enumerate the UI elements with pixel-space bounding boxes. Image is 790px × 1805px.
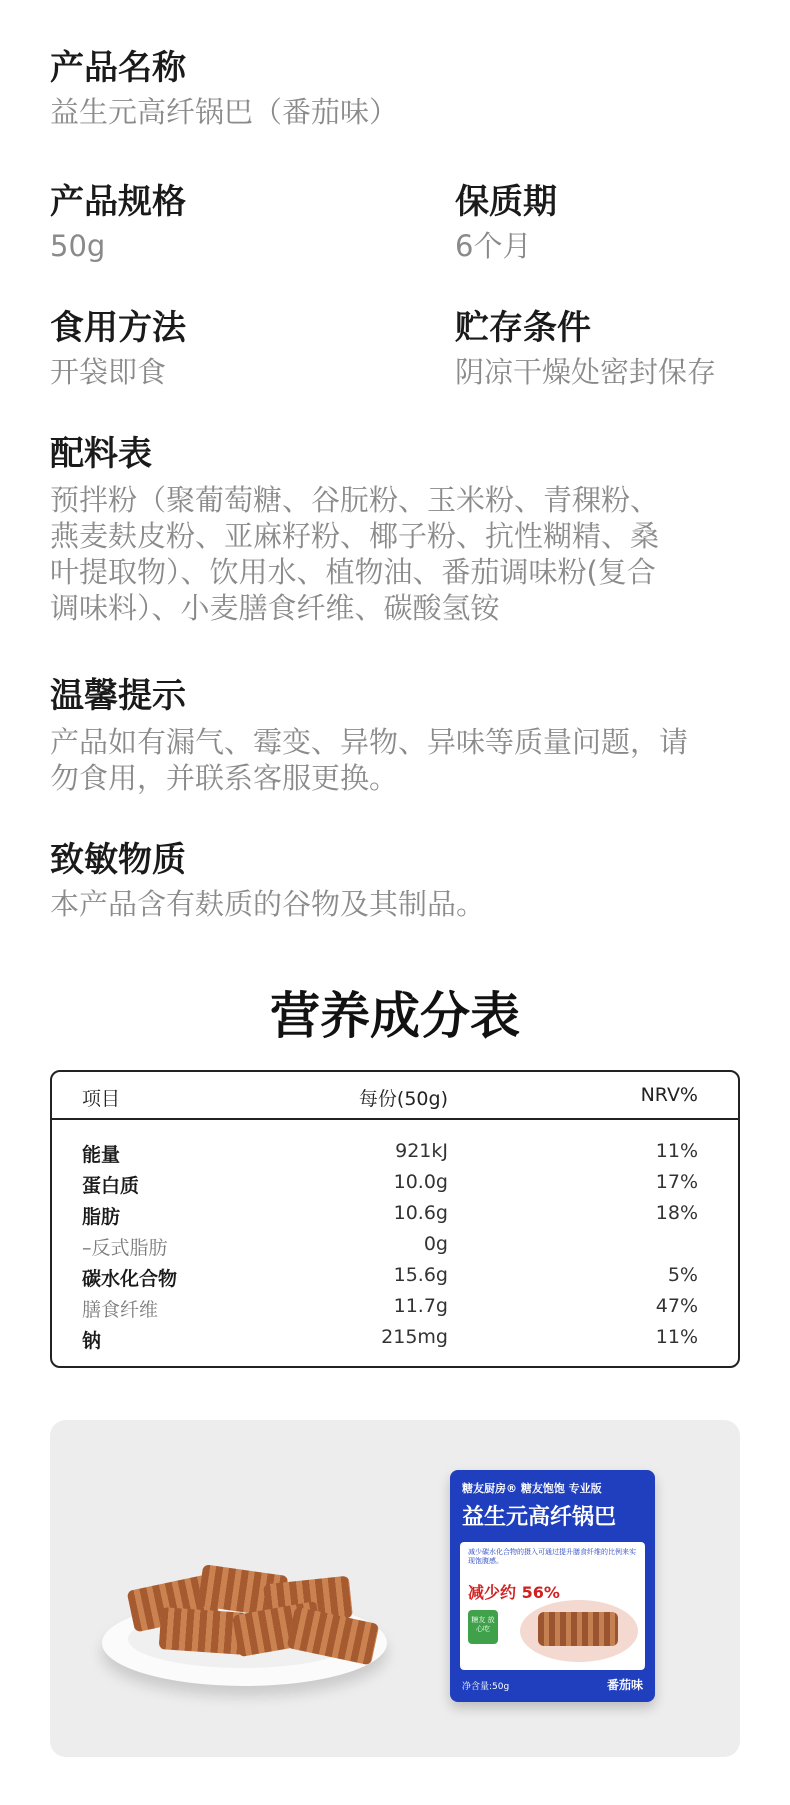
tips-label: 温馨提示 xyxy=(50,676,186,716)
usage-value: 开袋即食 xyxy=(50,355,167,389)
package-flavor: 番茄味 xyxy=(606,1678,643,1692)
tips-line: 勿食用，并联系客服更换。 xyxy=(50,761,399,795)
nutrition-table-header xyxy=(52,1072,738,1120)
shelf-life-label: 保质期 xyxy=(455,182,557,222)
shelf-life-section xyxy=(455,182,557,264)
nutrient-name: 碳水化合物 xyxy=(82,1268,178,1290)
nutrient-nrv: 47% xyxy=(655,1295,698,1317)
header-item: 项目 xyxy=(82,1088,121,1110)
nutrient-amount: 15.6g xyxy=(393,1264,448,1286)
nutrient-name: 能量 xyxy=(82,1144,121,1166)
nutrient-nrv: 5% xyxy=(667,1264,698,1286)
product-name-value: 益生元高纤锅巴（番茄味） xyxy=(50,95,399,129)
nutrient-amount: 921kJ xyxy=(395,1140,448,1162)
nutrient-amount: 11.7g xyxy=(393,1295,448,1317)
nutrition-table xyxy=(50,1070,740,1368)
spec-value: 50g xyxy=(50,229,106,263)
table-row xyxy=(52,1264,738,1295)
table-row xyxy=(52,1295,738,1326)
nutrient-nrv: 11% xyxy=(655,1326,698,1348)
package-brand: 糖友厨房® 糖友饱饱 专业版 xyxy=(462,1482,602,1495)
ingredients-line: 叶提取物）、饮用水、植物油、番茄调味粉(复合 xyxy=(50,555,656,589)
nutrition-title: 营养成分表 xyxy=(270,987,520,1045)
storage-value: 阴凉干燥处密封保存 xyxy=(455,355,717,389)
spec-label: 产品规格 xyxy=(50,182,186,222)
nutrient-name: 钠 xyxy=(82,1330,102,1352)
table-row xyxy=(52,1233,738,1264)
package-note: 减少碳水化合物的摄入可通过提升膳食纤维的比例来实现饱腹感。 xyxy=(468,1548,636,1565)
table-row xyxy=(52,1326,738,1357)
nutrient-amount: 10.0g xyxy=(393,1171,448,1193)
header-nrv: NRV% xyxy=(640,1084,698,1106)
shelf-life-value: 6个月 xyxy=(455,229,532,263)
nutrient-nrv: 11% xyxy=(655,1140,698,1162)
allergen-section xyxy=(50,840,485,922)
tips-section xyxy=(50,676,750,796)
ingredients-section xyxy=(50,434,750,626)
product-name-section xyxy=(50,48,398,130)
tips-line: 产品如有漏气、霉变、异物、异味等质量问题，请 xyxy=(50,725,689,759)
package-claim: 减少约 56% xyxy=(468,1583,560,1602)
nutrient-name: 脂肪 xyxy=(82,1206,121,1228)
spec-section xyxy=(50,182,186,264)
table-row xyxy=(52,1202,738,1233)
allergen-value: 本产品含有麸质的谷物及其制品。 xyxy=(50,887,486,921)
nutrient-amount: 215mg xyxy=(381,1326,448,1348)
allergen-label: 致敏物质 xyxy=(50,840,186,880)
package-bag xyxy=(450,1470,655,1702)
product-name-label: 产品名称 xyxy=(50,48,186,88)
storage-section xyxy=(455,308,716,390)
header-per-serving: 每份(50g) xyxy=(358,1088,448,1110)
product-photo xyxy=(50,1420,740,1757)
nutrient-name: 膳食纤维 xyxy=(82,1299,159,1321)
storage-label: 贮存条件 xyxy=(455,308,591,348)
package-snack-image xyxy=(538,1612,618,1646)
nutrient-nrv: 17% xyxy=(655,1171,698,1193)
table-row xyxy=(52,1171,738,1202)
package-net-weight: 净含量:50g xyxy=(462,1682,510,1692)
ingredients-line: 预拌粉（聚葡萄糖、谷朊粉、玉米粉、青稞粉、 xyxy=(50,483,660,517)
nutrient-name: –反式脂肪 xyxy=(82,1237,168,1259)
nutrient-nrv: 18% xyxy=(655,1202,698,1224)
ingredients-text xyxy=(50,482,750,626)
package-badge: 糖友 放心吃 xyxy=(468,1610,498,1644)
tips-text xyxy=(50,724,750,796)
usage-label: 食用方法 xyxy=(50,308,186,348)
nutrient-name: 蛋白质 xyxy=(82,1175,140,1197)
nutrient-amount: 10.6g xyxy=(393,1202,448,1224)
package-panel xyxy=(460,1542,645,1670)
package-name: 益生元高纤锅巴 xyxy=(462,1505,617,1530)
ingredients-label: 配料表 xyxy=(50,434,152,474)
ingredients-line: 燕麦麸皮粉、亚麻籽粉、椰子粉、抗性糊精、桑 xyxy=(50,519,660,553)
usage-section xyxy=(50,308,186,390)
nutrient-amount: 0g xyxy=(423,1233,448,1255)
table-row xyxy=(52,1140,738,1171)
ingredients-line: 调味料）、小麦膳食纤维、碳酸氢铵 xyxy=(50,591,500,625)
